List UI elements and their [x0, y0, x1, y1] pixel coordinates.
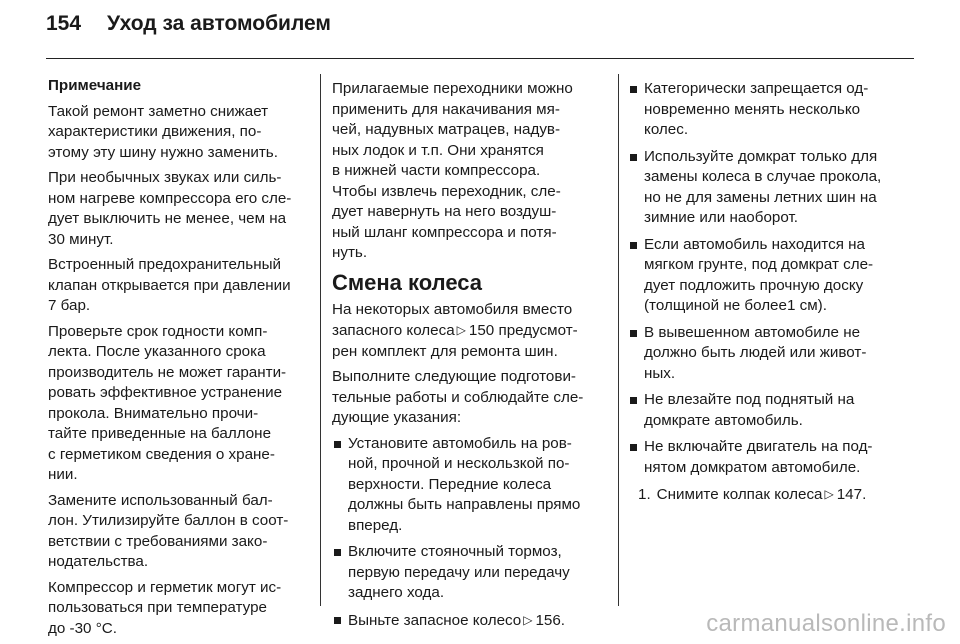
- list-item-text: Установите автомобиль на ров- ной, прочной и нескользкой по- верхности. Передние колеса должны быть направлены прямо вперед.: [348, 434, 581, 534]
- header-rule: [46, 58, 914, 59]
- page-reference[interactable]: 150: [468, 322, 495, 339]
- column-1: [48, 76, 310, 644]
- list-item-text: Включите стояночный тормоз, первую передачу или передачу заднего хода.: [348, 543, 570, 601]
- bullet-square-icon: [630, 330, 637, 337]
- column-3: [628, 79, 910, 506]
- bullet-list: [628, 79, 910, 478]
- list-item-text: Не влезайте под поднятый на домкрате автомобиль.: [644, 391, 855, 429]
- list-item: [628, 323, 910, 385]
- watermark: carmanualsonline.info: [706, 610, 946, 637]
- paragraph: Такой ремонт заметно снижает характеристики движения, по- этому эту шину нужно заменить.: [48, 102, 278, 161]
- list-item: [332, 542, 608, 604]
- reference-arrow-icon: ▷: [456, 323, 466, 337]
- bullet-square-icon: [334, 441, 341, 448]
- page-title: Уход за автомобилем: [107, 12, 331, 35]
- paragraph: Встроенный предохранительный клапан открывается при давлении 7 бар.: [48, 256, 291, 314]
- list-item: [628, 79, 910, 141]
- list-item: [628, 147, 910, 229]
- bullet-square-icon: [630, 242, 637, 249]
- note-title: Примечание: [48, 77, 142, 94]
- bullet-square-icon: [334, 549, 341, 556]
- list-item-text: Не включайте двигатель на под- нятом домкратом автомобиле.: [644, 438, 873, 476]
- reference-arrow-icon: ▷: [523, 612, 533, 627]
- numbered-step: [628, 484, 910, 506]
- paragraph: При необычных звуках или силь- ном нагреве компрессора его сле- дует выключить не менее, чем на 30 минут.: [48, 169, 292, 248]
- paragraph: Компрессор и герметик могут ис- пользоваться при температуре до -30 °C.: [48, 578, 282, 637]
- bullet-square-icon: [630, 86, 637, 93]
- paragraph: Замените использованный бал- лон. Утилизируйте баллон в соот- ветствии с требованиями зако- нодательства.: [48, 491, 289, 570]
- bullet-square-icon: [630, 444, 637, 451]
- list-item-text: Используйте домкрат только для замены колеса в случае прокола, но не для замены летних шин на зимние или наоборот.: [644, 147, 882, 226]
- text-run: предусмот- рен комплект для ремонта шин.: [332, 322, 578, 360]
- paragraph: Выполните следующие подготови- тельные работы и соблюдайте сле- дующие указания:: [332, 368, 584, 426]
- paragraph: Прилагаемые переходники можно применить для накачивания мя- чей, надувных матрацев, надув- ных лодок и т.п. Они хранятся в нижней части компрессора. Чтобы извлечь переходник, сле- дует навернуть на него воздуш- ный шланг компрессора и потя- нуть.: [332, 80, 573, 261]
- bullet-square-icon: [334, 617, 341, 624]
- step-number: 1.: [638, 486, 651, 503]
- column-divider-1: [320, 74, 321, 606]
- list-item: [628, 437, 910, 478]
- paragraph: Проверьте срок годности комп- лекта. После указанного срока производитель не может гаранти- ровать эффективное устранение прокола. Внимательно прочи- тайте приведенные на баллоне с герметиком сведения о хране- нии.: [48, 322, 287, 483]
- bullet-square-icon: [630, 397, 637, 404]
- page-reference[interactable]: 156.: [535, 611, 566, 629]
- reference-arrow-icon: ▷: [824, 487, 834, 501]
- list-item-text: Выньте запасное колесо: [348, 611, 522, 629]
- page-number: 154: [46, 12, 82, 35]
- bullet-square-icon: [630, 154, 637, 161]
- list-item: [628, 390, 910, 431]
- list-item-text: Категорически запрещается од- новременно менять несколько колес.: [644, 80, 869, 138]
- list-item-text: Если автомобиль находится на мягком грунте, под домкрат сле- дует подложить прочную доску (толщиной не более1 см).: [644, 235, 874, 314]
- section-title: Смена колеса: [332, 269, 483, 295]
- column-divider-2: [618, 74, 619, 606]
- step-text: Снимите колпак колеса: [656, 486, 823, 503]
- bullet-list: [332, 434, 608, 632]
- column-2: [332, 79, 608, 637]
- page-reference[interactable]: 147.: [836, 486, 867, 503]
- text-run: На некоторых автомобиля вместо запасного колеса: [332, 300, 573, 339]
- list-item: [628, 235, 910, 317]
- page-header: [46, 12, 331, 36]
- list-item: [332, 434, 608, 537]
- list-item-text: В вывешенном автомобиле не должно быть людей или живот- ных.: [644, 323, 867, 382]
- list-item: [332, 610, 608, 632]
- paragraph: [332, 300, 608, 363]
